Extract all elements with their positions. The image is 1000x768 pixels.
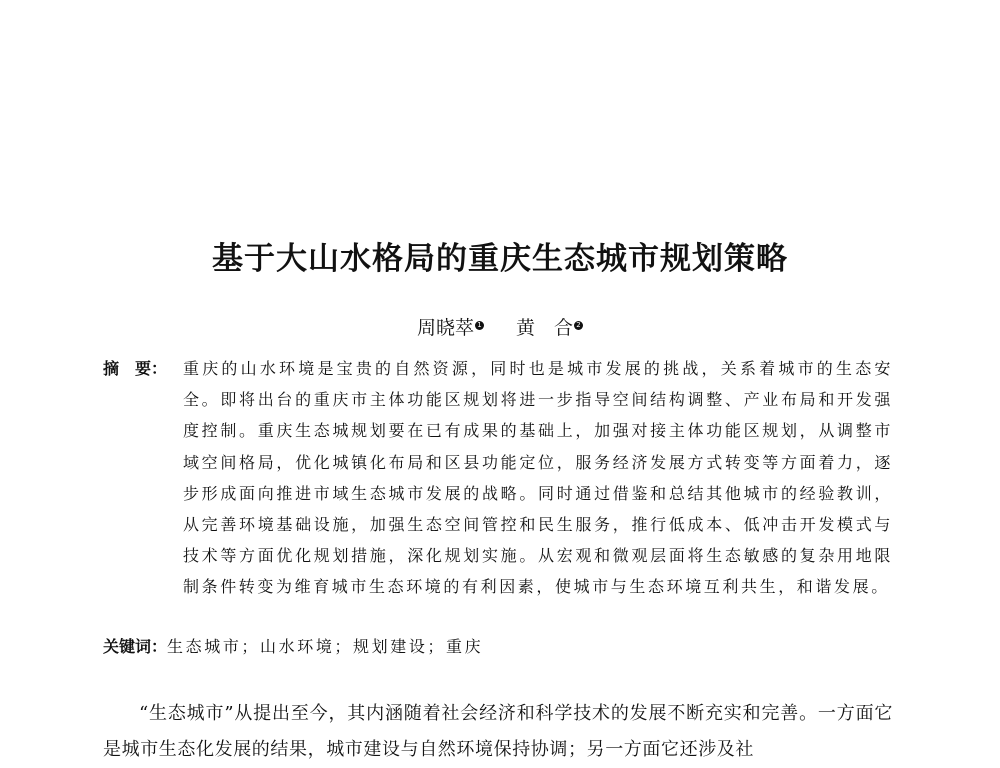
body-paragraph: “生态城市”从提出至今，其内涵随着社会经济和科学技术的发展不断充实和完善。一方面它是城市生态化发展的结果，城市建设与自然环境保持协调；另一方面它还涉及社 [103,703,893,760]
abstract-label: 摘 要 [103,359,152,378]
keywords-label: 关键词 [103,637,152,656]
author-2-footnote-marker: 2 [574,321,583,330]
abstract-text: 重庆的山水环境是宝贵的自然资源，同时也是城市发展的挑战，关系着城市的生态安全。即将出台的重庆市主体功能区规划将进一步指导空间结构调整、产业布局和开发强度控制。重庆生态城规划要在已有成果的基础上，加强对接主体功能区规划，从调整市域空间格局，优化城镇化布局和区县功能定位，服务经济发展方式转变等方面着力，逐步形成面向推进市域生态城市发展的战略。同时通过借鉴和总结其他城市的经验教训，从完善环境基础设施，加强生态空间管控和民生服务，推行低成本、低冲击开发模式与技术等方面优化规划措施，深化规划实施。从宏观和微观层面将生态敏感的复杂用地限制条件转变为维育城市生态环境的有利因素，使城市与生态环境互利共生，和谐发展。 [183,359,893,597]
author-1-name: 周晓萃 [416,317,474,339]
keywords-block [103,634,893,657]
keywords-text: 生态城市；山水环境；规划建设；重庆 [167,637,484,656]
author-1 [417,313,484,340]
abstract-label-wrap [103,353,167,384]
paper-title: 基于大山水格局的重庆生态城市规划策略 [212,241,788,277]
author-line [0,313,1000,340]
author-2-name: 黄 合 [516,317,574,339]
author-1-footnote-marker: 1 [475,321,484,330]
keywords-label-colon: ： [151,637,168,656]
abstract-block [103,353,893,603]
abstract-label-colon: ： [151,359,168,378]
author-2 [516,313,583,340]
